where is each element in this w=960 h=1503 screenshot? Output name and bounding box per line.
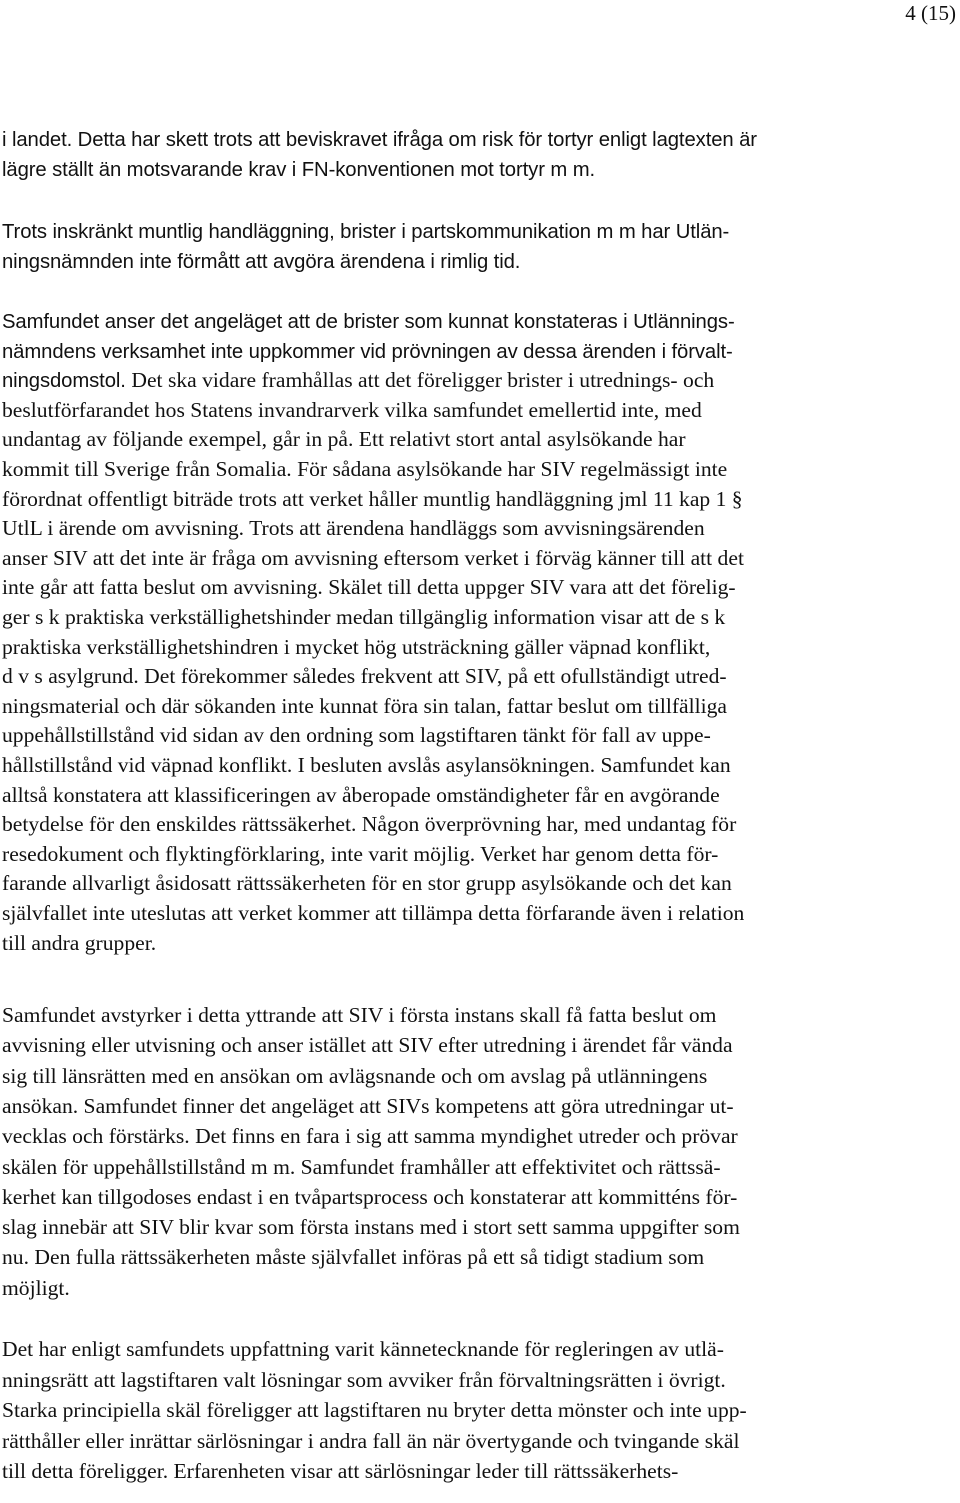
text-segment: Trots inskränkt muntlig handläggning, brister i partskommunikation m m har Utlän- (2, 221, 730, 243)
text-line (2, 543, 744, 573)
text-segment: rätthåller eller inrättar särlösningar i andra fall än när övertygande och tvingande skäl (2, 1428, 740, 1453)
text-segment: avvisning eller utvisning och anser istället att SIV efter utredning i ärendet får vända (2, 1033, 733, 1058)
text-segment: möjligt. (2, 1275, 70, 1300)
text-line (2, 395, 702, 425)
text-segment: beslutförfarandet hos Statens invandrarverk vilka samfundet emellertid inte, med (2, 397, 702, 422)
text-line (2, 1091, 734, 1121)
text-line (2, 928, 156, 958)
text-line (2, 424, 686, 454)
text-line (2, 1334, 724, 1364)
text-line (2, 868, 732, 898)
text-line (2, 898, 744, 928)
text-line (2, 124, 757, 155)
text-line (2, 216, 729, 247)
text-line (2, 691, 727, 721)
text-segment: hållstillstånd vid väpnad konflikt. I besluten avslås asylansökningen. Samfundet kan (2, 753, 731, 777)
text-line (2, 1061, 707, 1091)
text-segment: Samfundet anser det angeläget att de brister som kunnat konstateras i Utlännings- (2, 311, 735, 333)
text-line (2, 750, 731, 780)
text-segment: ningsnämnden inte förmått att avgöra ärendena i rimlig tid. (2, 251, 521, 273)
text-segment: självfallet inte uteslutas att verket kommer att tillämpa detta förfarande även i relation (2, 901, 745, 925)
text-line (2, 1000, 716, 1030)
text-line (2, 513, 705, 543)
text-line (2, 1121, 738, 1151)
text-segment: kommit till Sverige från Somalia. För sådana asylsökande har SIV regelmässigt inte (2, 457, 728, 481)
text-line (2, 632, 710, 662)
text-line (2, 1395, 747, 1425)
text-line (2, 1242, 704, 1272)
text-segment: Samfundet avstyrker i detta yttrande att SIV i första instans skall få fatta beslut om (2, 1003, 717, 1027)
text-line (2, 454, 727, 484)
text-segment: d v s asylgrund. Det förekommer således frekvent att SIV, på ett ofullständigt utred- (2, 664, 727, 689)
text-line (2, 365, 714, 396)
text-segment: skälen för uppehållstillstånd m m. Samfundet framhåller att effektivitet och rättssä- (2, 1154, 721, 1179)
text-segment: farande allvarligt åsidosatt rättssäkerheten för en stor grupp asylsökande och det kan (2, 871, 732, 896)
text-line (2, 484, 743, 514)
text-segment: nu. Den fulla rättssäkerheten måste självfallet införas på ett så tidigt stadium som (2, 1245, 705, 1270)
text-line (2, 602, 725, 632)
text-segment: ger s k praktiska verkställighetshinder medan tillgänglig information visar att de s k (2, 605, 726, 629)
text-segment: ansökan. Samfundet finner det angeläget att SIVs kompetens att göra utredningar ut- (2, 1093, 734, 1118)
text-segment: betydelse för den enskildes rättssäkerhet. Någon överprövning har, med undantag för (2, 812, 737, 837)
text-segment: alltså konstatera att klassificeringen av åberopade omständigheter får en avgörande (2, 782, 720, 807)
text-segment: vecklas och förstärks. Det finns en fara i sig att samma myndighet utreder och prövar (2, 1124, 738, 1149)
text-line (2, 1456, 678, 1486)
text-segment: Det ska vidare framhållas att det föreligger brister i utrednings- och (131, 368, 715, 393)
text-line (2, 306, 735, 337)
text-line (2, 1152, 721, 1182)
text-segment: nningsrätt att lagstiftaren valt lösningar som avviker från förvaltningsrätten i övrigt. (2, 1367, 726, 1392)
text-segment: sig till länsrätten med en ansökan om avlägsnande och om avslag på utlänningens (2, 1063, 708, 1088)
text-line (2, 572, 736, 602)
text-line (2, 154, 595, 185)
text-line (2, 780, 720, 810)
text-segment: ningsmaterial och där sökanden inte kunnat föra sin talan, fattar beslut om tillfälliga (2, 693, 727, 718)
text-segment: ningsdomstol. (2, 370, 132, 393)
text-segment: Starka principiella skäl föreligger att lagstiftaren nu bryter detta mönster och inte upp- (2, 1398, 747, 1422)
text-segment: praktiska verkställighetshindren i mycket hög utsträckning gäller väpnad konflikt, (2, 634, 711, 659)
text-segment: UtlL i ärende om avvisning. Trots att ärendena handläggs som avvisningsärenden (2, 516, 705, 541)
text-line (2, 809, 736, 839)
text-segment: förordnat offentligt biträde trots att verket håller muntlig handläggning jml 11 kap 1 § (2, 486, 743, 511)
page-number: 4 (15) (905, 1, 956, 25)
text-segment: kerhet kan tillgodoses endast i en tvåpartsprocess och konstaterar att kommitténs för- (2, 1184, 738, 1209)
text-line (2, 1030, 733, 1060)
text-line (2, 1426, 739, 1456)
text-segment: till andra grupper. (2, 930, 157, 955)
text-segment: lägre ställt än motsvarande krav i FN-konventionen mot tortyr m m. (2, 159, 596, 181)
text-line (2, 336, 733, 367)
text-segment: resedokument och flyktingförklaring, inte varit möjlig. Verket har genom detta för- (2, 841, 719, 866)
text-segment: undantag av följande exempel, går in på. Ett relativt stort antal asylsökande har (2, 427, 686, 452)
text-segment: till detta föreligger. Erfarenheten visar att särlösningar leder till rättssäkerhets- (2, 1459, 679, 1483)
text-line (2, 1182, 737, 1212)
text-line (2, 839, 718, 869)
text-line (2, 720, 711, 750)
text-line (2, 1365, 726, 1395)
text-line (2, 1273, 70, 1303)
text-segment: slag innebär att SIV blir kvar som första instans med i stort sett samma uppgifter som (2, 1215, 740, 1240)
text-line (2, 246, 520, 277)
text-segment: uppehållstillstånd vid sidan av den ordning som lagstiftaren tänkt för fall av uppe- (2, 723, 711, 748)
text-segment: inte går att fatta beslut om avvisning. Skälet till detta uppger SIV vara att det förelig- (2, 575, 736, 600)
text-segment: nämndens verksamhet inte uppkommer vid prövningen av dessa ärenden i förvalt- (2, 340, 733, 363)
text-segment: i landet. Detta har skett trots att beviskravet ifråga om risk för tortyr enligt lagtexten är (2, 129, 757, 151)
text-segment: Det har enligt samfundets uppfattning varit kännetecknande för regleringen av utlä- (2, 1337, 724, 1361)
text-segment: anser SIV att det inte är fråga om avvisning eftersom verket i förväg känner till att det (2, 545, 744, 570)
text-line (2, 661, 727, 691)
text-line (2, 1212, 740, 1242)
